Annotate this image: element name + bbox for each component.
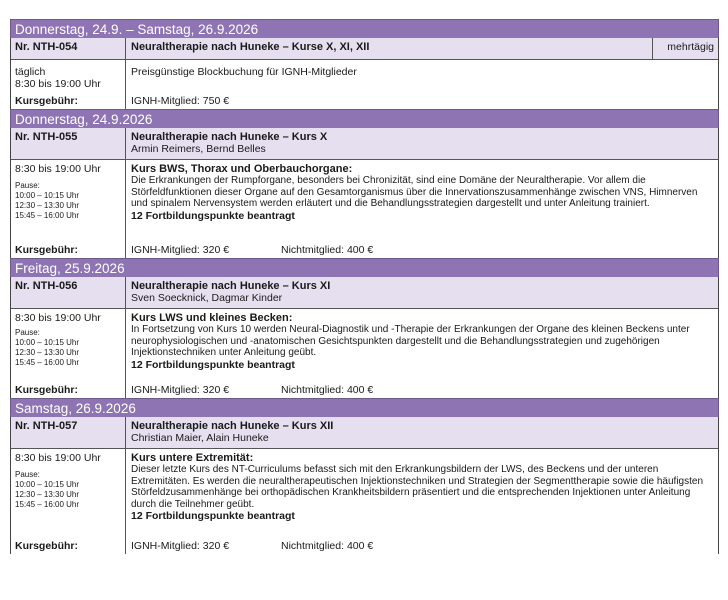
section-date-header: Donnerstag, 24.9.2026 <box>10 109 719 128</box>
fee-member: IGNH-Mitglied: 750 € <box>131 95 230 107</box>
fee-member: IGNH-Mitglied: 320 € <box>131 540 230 552</box>
course-number: Nr. NTH-057 <box>11 417 126 448</box>
course-title: Neuraltherapie nach Huneke – Kurs XII <box>131 420 334 432</box>
course-topic: Kurs LWS und kleines Becken: <box>131 312 293 324</box>
course-number: Nr. NTH-056 <box>11 277 126 308</box>
course-description: In Fortsetzung von Kurs 10 werden Neural-Diagnostik und -Therapie der Erkrankungen der Organe des kleinen Beckens unter neurophysiologischen und -anatomischen Gesichtspunkten dargestellt und die Behandlungsstrategien und zugehörigen Injektionstechniken unter Anleitung geübt. <box>131 324 690 359</box>
cme-points: 12 Fortbildungspunkte beantragt <box>131 358 295 371</box>
course-description: Die Erkrankungen der Rumpforgane, besonders bei Chronizität, sind eine Domäne der Neuraltherapie. Vor allem die Störfeldfunktionen dieser Organe auf den Gesamtorganismus über die Innervationszusammenhänge zwischen VNS, Himnerven und spinalem Nervensystem werden erläutert und die Behandlungsstrategien dargestellt und unter Anleitung trainiert. <box>131 175 698 210</box>
course-time: 8:30 bis 19:00 Uhr <box>15 312 101 324</box>
pause-times: Pause: 10:00 – 10:15 Uhr 12:30 – 13:30 Uhr 15:45 – 16:00 Uhr <box>15 328 80 367</box>
pause-times: Pause: 10:00 – 10:15 Uhr 12:30 – 13:30 Uhr 15:45 – 16:00 Uhr <box>15 181 80 220</box>
fee-label: Kursgebühr: <box>11 538 126 554</box>
course-time: täglich 8:30 bis 19:00 Uhr <box>11 60 126 94</box>
course-table-nth-056 <box>10 277 719 398</box>
fee-nonmember: Nichtmitglied: 400 € <box>281 384 374 396</box>
course-number: Nr. NTH-055 <box>11 128 126 159</box>
course-title: Neuraltherapie nach Huneke – Kurse X, XI, XII <box>131 41 370 53</box>
fee-member: IGNH-Mitglied: 320 € <box>131 244 230 256</box>
course-note: Preisgünstige Blockbuchung für IGNH-Mitglieder <box>131 66 357 78</box>
course-schedule <box>10 19 719 554</box>
course-title: Neuraltherapie nach Huneke – Kurs X <box>131 131 328 143</box>
course-time: 8:30 bis 19:00 Uhr <box>15 452 101 464</box>
cme-points: 12 Fortbildungspunkte beantragt <box>131 209 295 222</box>
section-date-header: Donnerstag, 24.9. – Samstag, 26.9.2026 <box>10 19 719 38</box>
course-number: Nr. NTH-054 <box>11 38 126 59</box>
course-table-nth-055 <box>10 128 719 258</box>
course-speakers: Sven Soecknick, Dagmar Kinder <box>131 292 283 304</box>
duration-badge: mehrtägig <box>652 38 718 59</box>
course-topic: Kurs untere Extremität: <box>131 452 254 464</box>
course-speakers: Christian Maier, Alain Huneke <box>131 432 269 444</box>
course-speakers: Armin Reimers, Bernd Belles <box>131 143 266 155</box>
fee-nonmember: Nichtmitglied: 400 € <box>281 244 374 256</box>
course-title: Neuraltherapie nach Huneke – Kurs XI <box>131 280 331 292</box>
fee-label: Kursgebühr: <box>11 383 126 398</box>
course-description: Dieser letzte Kurs des NT-Curriculums befasst sich mit den Erkrankungsbildern der LWS, des Beckens und der unteren Extremitäten. Es werden die neuraltherapeutischen Injektionstechniken und Strategien der Segmenttherapie sowie die häufigsten Störfeldzusammenhänge bei orthopädischen Krankheitsbildern präsentiert und die entsprechenden Injektionen unter Anleitung durch die Teilnehmer geübt. <box>131 464 704 510</box>
section-date-header: Freitag, 25.9.2026 <box>10 258 719 277</box>
fee-label: Kursgebühr: <box>11 243 126 258</box>
pause-times: Pause: 10:00 – 10:15 Uhr 12:30 – 13:30 Uhr 15:45 – 16:00 Uhr <box>15 470 80 509</box>
fee-member: IGNH-Mitglied: 320 € <box>131 384 230 396</box>
fee-nonmember: Nichtmitglied: 400 € <box>281 540 374 552</box>
course-table-nth-054 <box>10 38 719 109</box>
course-table-nth-057 <box>10 417 719 554</box>
cme-points: 12 Fortbildungspunkte beantragt <box>131 510 295 523</box>
section-date-header: Samstag, 26.9.2026 <box>10 398 719 417</box>
course-topic: Kurs BWS, Thorax und Oberbauchorgane: <box>131 163 353 175</box>
fee-label: Kursgebühr: <box>11 94 126 109</box>
course-time: 8:30 bis 19:00 Uhr <box>15 163 101 175</box>
